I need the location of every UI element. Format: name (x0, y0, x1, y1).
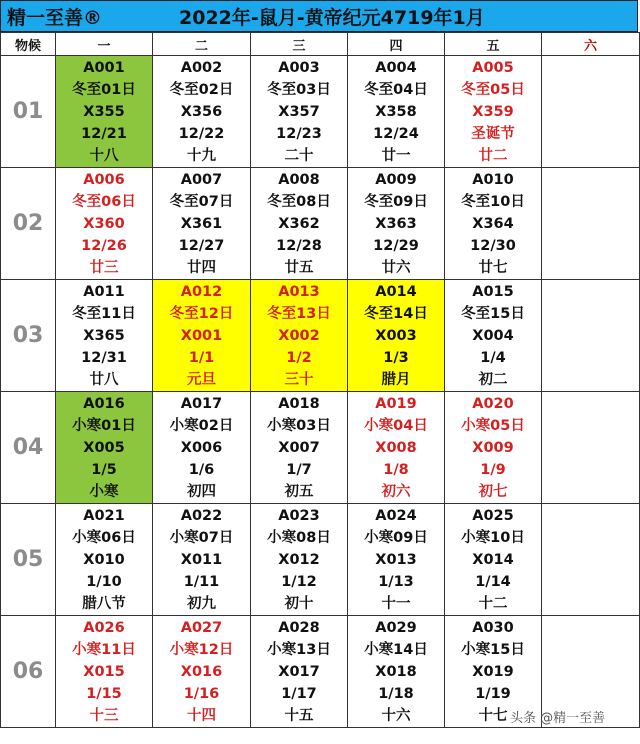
day-date: 12/21 (81, 125, 127, 142)
day-date: 1/11 (183, 573, 220, 590)
day-lunar: 十二 (478, 595, 508, 612)
day-date: 12/30 (470, 237, 516, 254)
day-lunar: 廿五 (284, 259, 314, 276)
day-date: 1/7 (286, 461, 312, 478)
day-cell (251, 616, 348, 728)
day-date: 1/13 (378, 573, 414, 590)
day-cell (445, 168, 542, 280)
day-date: 12/28 (276, 237, 322, 254)
day-code: A005 (472, 59, 514, 76)
day-code: A023 (278, 507, 320, 524)
day-cell (445, 504, 542, 616)
day-code: A010 (472, 171, 514, 188)
day-cell (153, 392, 251, 504)
day-lunar: 十九 (187, 147, 216, 164)
day-x: X012 (278, 551, 320, 568)
day-cell (251, 392, 348, 504)
day-x: X362 (278, 215, 320, 232)
day-date: 1/12 (281, 573, 317, 590)
day-lunar: 廿三 (89, 259, 119, 276)
day-term: 小寒14日 (364, 641, 428, 658)
day-lunar: 初七 (478, 483, 508, 500)
day-x: X006 (180, 439, 223, 456)
day-term: 冬至11日 (72, 305, 136, 322)
column-header-mon: 一 (56, 33, 153, 56)
day-lunar: 二十 (284, 147, 314, 164)
day-lunar: 腊月 (381, 371, 411, 388)
day-cell (56, 168, 153, 280)
week-number: 02 (1, 168, 56, 280)
day-date: 1/17 (281, 685, 317, 702)
header-row (1, 33, 640, 56)
day-term: 冬至04日 (364, 81, 428, 98)
column-header-thu: 四 (348, 33, 445, 56)
day-x: X007 (278, 439, 320, 456)
day-term: 冬至03日 (267, 81, 331, 98)
day-code: A015 (472, 283, 514, 300)
day-code: A017 (180, 395, 223, 412)
day-code: A004 (375, 59, 417, 76)
day-code: A013 (278, 283, 320, 300)
day-x: X011 (180, 551, 223, 568)
day-date: 1/9 (480, 461, 506, 478)
day-lunar: 廿七 (478, 259, 508, 276)
day-term: 小寒05日 (461, 417, 525, 434)
day-term: 小寒15日 (461, 641, 525, 658)
day-date: 12/22 (178, 125, 225, 142)
day-code: A007 (180, 171, 223, 188)
week-number: 04 (1, 392, 56, 504)
day-cell (348, 56, 445, 168)
day-cell (153, 56, 251, 168)
day-code: A022 (180, 507, 223, 524)
day-cell (348, 280, 445, 392)
day-term: 小寒07日 (169, 529, 234, 546)
day-x: X009 (472, 439, 514, 456)
day-date: 1/14 (475, 573, 511, 590)
week-row (1, 168, 640, 280)
day-lunar: 十七 (478, 707, 508, 724)
day-cell (348, 168, 445, 280)
day-code: A003 (278, 59, 320, 76)
day-date: 1/1 (188, 349, 215, 366)
day-x: X002 (278, 327, 320, 344)
day-lunar: 腊八节 (82, 595, 126, 612)
day-date: 1/19 (475, 685, 511, 702)
day-code: A009 (375, 171, 417, 188)
day-x: X016 (180, 663, 223, 680)
column-header-tue: 二 (153, 33, 251, 56)
day-x: X004 (472, 327, 514, 344)
calendar-grid (0, 32, 640, 728)
day-x: X360 (83, 215, 125, 232)
saturday-empty-cell (542, 168, 640, 280)
column-header-wed: 三 (251, 33, 348, 56)
day-date: 12/29 (373, 237, 419, 254)
day-cell (251, 504, 348, 616)
day-term: 冬至08日 (267, 193, 331, 210)
day-code: A002 (180, 59, 223, 76)
day-term: 小寒12日 (169, 641, 234, 658)
day-lunar: 初九 (187, 595, 216, 612)
day-term: 小寒01日 (72, 417, 136, 434)
week-row (1, 392, 640, 504)
day-lunar: 十一 (381, 595, 411, 612)
day-date: 1/4 (480, 349, 506, 366)
page-title: 2022年-鼠月-黄帝纪元4719年1月 (179, 7, 485, 29)
day-cell (56, 280, 153, 392)
day-code: A018 (278, 395, 320, 412)
week-row (1, 504, 640, 616)
day-code: A020 (472, 395, 514, 412)
day-date: 12/27 (178, 237, 225, 254)
day-cell (445, 280, 542, 392)
day-x: X018 (375, 663, 417, 680)
day-x: X355 (83, 103, 125, 120)
day-date: 1/6 (188, 461, 215, 478)
day-lunar: 初四 (187, 483, 216, 500)
day-lunar: 十八 (89, 147, 119, 164)
column-header-phenology: 物候 (1, 33, 56, 56)
day-term: 冬至15日 (461, 305, 525, 322)
day-date: 1/10 (86, 573, 122, 590)
day-date: 1/18 (378, 685, 414, 702)
day-x: X005 (83, 439, 125, 456)
day-term: 冬至07日 (169, 193, 234, 210)
day-x: X014 (472, 551, 514, 568)
day-cell (153, 168, 251, 280)
watermark: 头条 @精一至善 (510, 711, 606, 726)
day-term: 小寒02日 (169, 417, 234, 434)
day-term: 冬至06日 (72, 193, 136, 210)
brand-label: 精一至善® (7, 7, 103, 29)
day-date: 1/3 (383, 349, 409, 366)
day-cell (153, 504, 251, 616)
day-code: A008 (278, 171, 320, 188)
day-code: A012 (180, 283, 223, 300)
day-cell (56, 616, 153, 728)
day-lunar: 小寒 (89, 483, 119, 500)
saturday-empty-cell (542, 392, 640, 504)
day-cell (348, 392, 445, 504)
day-date: 1/8 (383, 461, 409, 478)
day-x: X358 (375, 103, 417, 120)
saturday-empty-cell (542, 56, 640, 168)
day-lunar: 十五 (284, 707, 314, 724)
day-x: X356 (180, 103, 223, 120)
day-date: 1/15 (86, 685, 122, 702)
day-term: 小寒09日 (364, 529, 428, 546)
day-x: X365 (83, 327, 125, 344)
day-x: X359 (472, 103, 514, 120)
day-lunar: 三十 (284, 371, 314, 388)
day-lunar: 廿一 (381, 147, 411, 164)
day-code: A016 (83, 395, 125, 412)
day-lunar: 廿二 (478, 147, 508, 164)
day-cell (348, 504, 445, 616)
day-term: 小寒11日 (72, 641, 136, 658)
day-x: X363 (375, 215, 417, 232)
day-code: A001 (83, 59, 125, 76)
day-term: 小寒10日 (461, 529, 525, 546)
day-date: 12/31 (81, 349, 127, 366)
day-lunar: 廿八 (89, 371, 119, 388)
day-x: X361 (180, 215, 223, 232)
day-lunar: 廿六 (381, 259, 411, 276)
day-lunar: 初五 (284, 483, 314, 500)
day-cell (348, 616, 445, 728)
day-term: 冬至05日 (461, 81, 525, 98)
day-date: 1/2 (286, 349, 312, 366)
day-code: A014 (375, 283, 417, 300)
day-term: 冬至09日 (364, 193, 428, 210)
day-x: X017 (278, 663, 320, 680)
day-lunar: 十三 (89, 707, 119, 724)
day-x: X357 (278, 103, 320, 120)
week-row (1, 280, 640, 392)
day-date: 1/16 (183, 685, 220, 702)
day-cell (445, 392, 542, 504)
day-code: A011 (83, 283, 125, 300)
day-code: A021 (83, 507, 125, 524)
day-cell (251, 168, 348, 280)
day-lunar: 元旦 (187, 371, 216, 388)
day-lunar: 初六 (381, 483, 411, 500)
day-term: 冬至12日 (169, 305, 234, 322)
day-cell (56, 504, 153, 616)
day-x: X015 (83, 663, 125, 680)
day-code: A025 (472, 507, 514, 524)
day-term: 冬至10日 (461, 193, 525, 210)
day-code: A028 (278, 619, 320, 636)
day-code: A006 (83, 171, 125, 188)
day-code: A019 (375, 395, 417, 412)
day-cell (153, 616, 251, 728)
day-term: 冬至14日 (364, 305, 428, 322)
day-lunar: 廿四 (187, 259, 216, 276)
day-x: X364 (472, 215, 514, 232)
day-term: 冬至02日 (169, 81, 234, 98)
day-cell (251, 56, 348, 168)
column-header-sat: 六 (542, 33, 640, 56)
saturday-empty-cell (542, 504, 640, 616)
day-term: 冬至01日 (72, 81, 136, 98)
week-number: 06 (1, 616, 56, 728)
day-x: X003 (375, 327, 417, 344)
day-code: A029 (375, 619, 417, 636)
day-x: X010 (83, 551, 125, 568)
day-term: 小寒08日 (267, 529, 331, 546)
day-lunar: 初十 (284, 595, 314, 612)
day-date: 12/23 (276, 125, 322, 142)
day-date: 12/26 (81, 237, 127, 254)
saturday-empty-cell (542, 280, 640, 392)
column-header-fri: 五 (445, 33, 542, 56)
week-number: 01 (1, 56, 56, 168)
day-x: X001 (180, 327, 223, 344)
day-code: A027 (180, 619, 223, 636)
day-cell (445, 56, 542, 168)
week-row (1, 56, 640, 168)
day-x: X019 (472, 663, 514, 680)
day-term: 小寒06日 (72, 529, 136, 546)
day-term: 小寒04日 (364, 417, 428, 434)
day-lunar: 十六 (381, 707, 411, 724)
day-term: 小寒03日 (267, 417, 331, 434)
day-x: X013 (375, 551, 417, 568)
day-cell (56, 56, 153, 168)
day-date: 12/24 (373, 125, 419, 142)
day-cell (251, 280, 348, 392)
day-lunar: 十四 (187, 707, 216, 724)
day-code: A030 (472, 619, 514, 636)
day-date: 1/5 (91, 461, 117, 478)
day-x: X008 (375, 439, 417, 456)
day-date: 圣诞节 (471, 125, 515, 142)
day-code: A026 (83, 619, 125, 636)
week-number: 05 (1, 504, 56, 616)
day-term: 冬至13日 (267, 305, 331, 322)
day-code: A024 (375, 507, 417, 524)
day-term: 小寒13日 (267, 641, 331, 658)
day-cell (153, 280, 251, 392)
day-cell (56, 392, 153, 504)
day-lunar: 初二 (478, 371, 508, 388)
title-bar (0, 0, 638, 32)
week-number: 03 (1, 280, 56, 392)
